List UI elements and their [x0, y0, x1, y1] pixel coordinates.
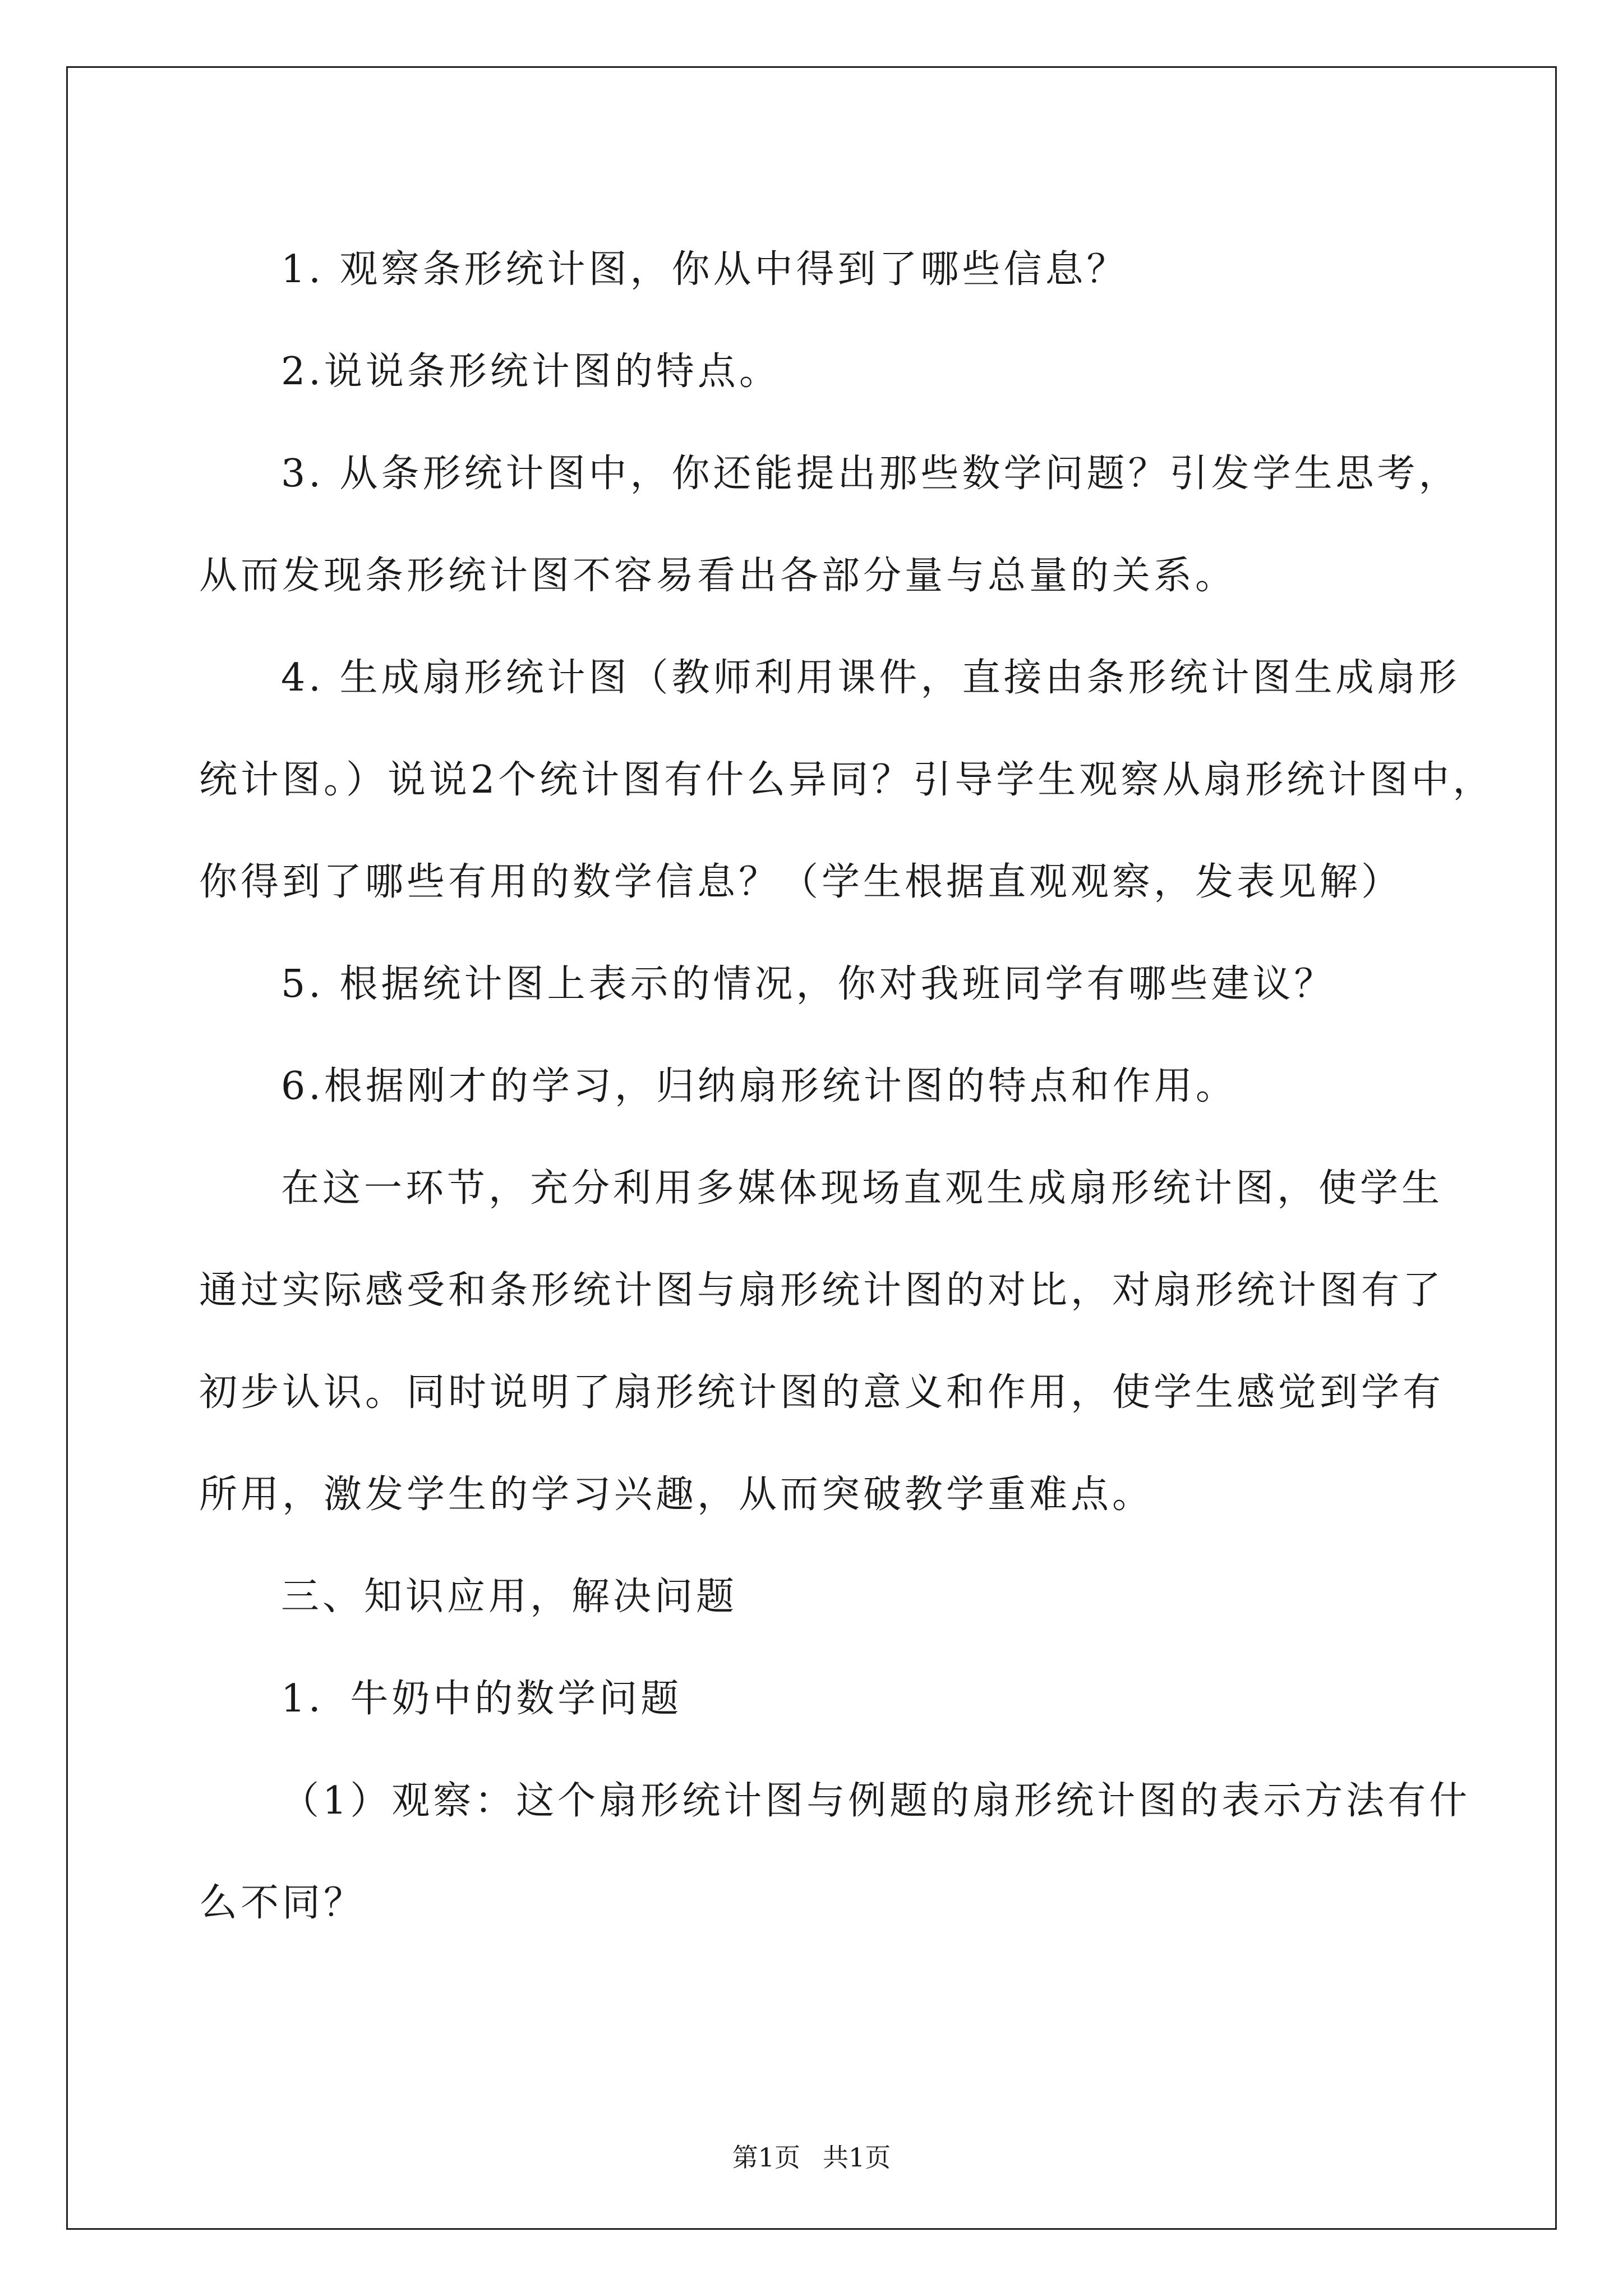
paragraph-line: （1）观察：这个扇形统计图与例题的扇形统计图的表示方法有什	[281, 1779, 1471, 1823]
paragraph-line: 4. 生成扇形统计图（教师利用课件，直接由条形统计图生成扇形	[281, 656, 1460, 700]
paragraph-line: 2.说说条形统计图的特点。	[281, 349, 781, 394]
paragraph-line: 所用，激发学生的学习兴趣，从而突破教学重难点。	[199, 1473, 1154, 1517]
paragraph-line: 1．牛奶中的数学问题	[281, 1677, 683, 1721]
paragraph-line: 初步认识。同时说明了扇形统计图的意义和作用，使学生感觉到学有	[199, 1370, 1445, 1415]
paragraph-line: 从而发现条形统计图不容易看出各部分量与总量的关系。	[199, 554, 1237, 598]
paragraph-line: 6.根据刚才的学习，归纳扇形统计图的特点和作用。	[281, 1064, 1237, 1108]
paragraph-line: 3. 从条形统计图中，你还能提出那些数学问题？引发学生思考，	[281, 452, 1460, 496]
document-body	[199, 219, 1495, 1954]
paragraph-line: 么不同？	[199, 1881, 366, 1925]
paragraph-line: 通过实际感受和条形统计图与扇形统计图的对比，对扇形统计图有了	[199, 1268, 1445, 1313]
paragraph-line: 5. 根据统计图上表示的情况，你对我班同学有哪些建议？	[281, 962, 1336, 1006]
paragraph-line: 你得到了哪些有用的数学信息？（学生根据直观观察，发表见解）	[199, 860, 1403, 904]
page-number-current: 第1页	[732, 2142, 800, 2173]
paragraph-line: 统计图。）说说2个统计图有什么异同？引导学生观察从扇形统计图中，	[199, 758, 1495, 802]
page-number-total: 共1页	[823, 2142, 891, 2173]
paragraph-line: 1. 观察条形统计图，你从中得到了哪些信息？	[281, 247, 1128, 292]
page-footer	[0, 2137, 1623, 2174]
section-heading: 三、知识应用，解决问题	[281, 1575, 738, 1619]
paragraph-line: 在这一环节，充分利用多媒体现场直观生成扇形统计图，使学生	[281, 1166, 1444, 1211]
